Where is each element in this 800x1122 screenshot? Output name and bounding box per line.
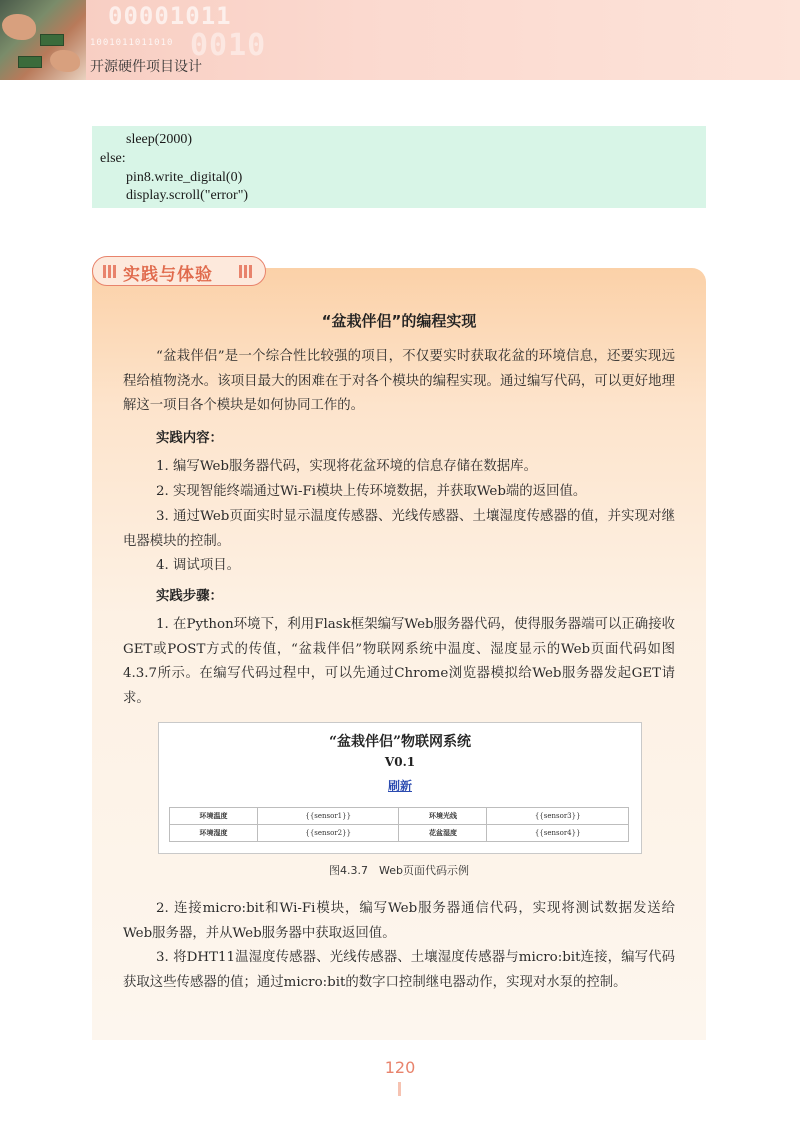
page-tick-decoration	[398, 1082, 401, 1096]
section-tab	[92, 256, 266, 286]
circuit-board-photo-icon	[0, 0, 86, 80]
binary-decoration-big: 0010	[190, 28, 267, 63]
table-cell: {{sensor3}}	[487, 808, 629, 825]
table-cell: 花盆湿度	[399, 825, 487, 842]
figure-caption: 图4.3.7 Web页面代码示例	[329, 864, 469, 877]
bars-icon	[239, 265, 253, 278]
refresh-link[interactable]: 刷新	[387, 779, 412, 793]
intro-paragraph: “盆栽伴侣”是一个综合性比较强的项目，不仅要实时获取花盆的环境信息，还要实现远程给植物浇水。该项目最大的困难在于对各个模块的编程实现。通过编写代码，可以更好地理解这一项目各个模块是如何协同工作的。	[123, 349, 675, 413]
step-paragraph: 1. 在Python环境下，利用Flask框架编写Web服务器代码，使得服务器端可以正确接收GET或POST方式的传值，“盆栽伴侣”物联网系统中温度、湿度显示的Web页面代码如图4.3.7所示。在编写代码过程中，可以先通过Chrome浏览器模拟给Web服务器发起GET请求。	[123, 617, 675, 706]
hand-shape	[50, 50, 80, 72]
step-paragraph: 3. 将DHT11温湿度传感器、光线传感器、土壤湿度传感器与micro:bit连接，编写代码获取这些传感器的值；通过micro:bit的数字口控制继电器动作，实现对水泵的控制。	[123, 950, 675, 990]
figure-version: V0.1	[384, 755, 416, 769]
table-row	[170, 825, 629, 842]
table-cell: 环境光线	[399, 808, 487, 825]
table-row	[170, 808, 629, 825]
section-tab-label: 实践与体验	[123, 265, 213, 285]
code-line: else:	[100, 151, 126, 166]
content-item: 3. 通过Web页面实时显示温度传感器、光线传感器、土壤湿度传感器的值，并实现对继电器模块的控制。	[123, 509, 675, 549]
code-line: pin8.write_digital(0)	[126, 170, 243, 185]
table-cell: {{sensor1}}	[257, 808, 399, 825]
web-page-figure	[158, 722, 642, 854]
steps-title: 实践步骤：	[156, 589, 223, 604]
table-cell: 环境湿度	[170, 825, 258, 842]
section-heading: “盆栽伴侣”的编程实现	[321, 312, 477, 330]
content-item: 1. 编写Web服务器代码，实现将花盆环境的信息存储在数据库。	[156, 459, 537, 474]
binary-decoration: 00001011	[108, 2, 232, 30]
book-title: 开源硬件项目设计	[90, 59, 202, 75]
content-title: 实践内容：	[156, 431, 223, 446]
bars-icon	[103, 265, 117, 278]
code-block	[92, 126, 706, 208]
content-item: 2. 实现智能终端通过Wi-Fi模块上传环境数据，并获取Web端的返回值。	[156, 484, 587, 499]
binary-decoration-small: 1001011011010	[90, 38, 174, 48]
code-line: display.scroll("error")	[126, 188, 249, 203]
table-cell: {{sensor4}}	[487, 825, 629, 842]
figure-title: “盆栽伴侣”物联网系统	[328, 734, 472, 750]
table-cell: {{sensor2}}	[257, 825, 399, 842]
page-header	[0, 0, 800, 80]
content-item: 4. 调试项目。	[156, 558, 240, 573]
sensor-table	[169, 807, 629, 842]
hand-shape	[2, 14, 36, 40]
chip-shape	[18, 56, 42, 68]
step-paragraph: 2. 连接micro:bit和Wi-Fi模块，编写Web服务器通信代码，实现将测试数据发送给Web服务器，并从Web服务器中获取返回值。	[123, 901, 675, 941]
code-line: sleep(2000)	[126, 132, 193, 147]
page-number: 120	[384, 1058, 416, 1077]
table-cell: 环境温度	[170, 808, 258, 825]
chip-shape	[40, 34, 64, 46]
